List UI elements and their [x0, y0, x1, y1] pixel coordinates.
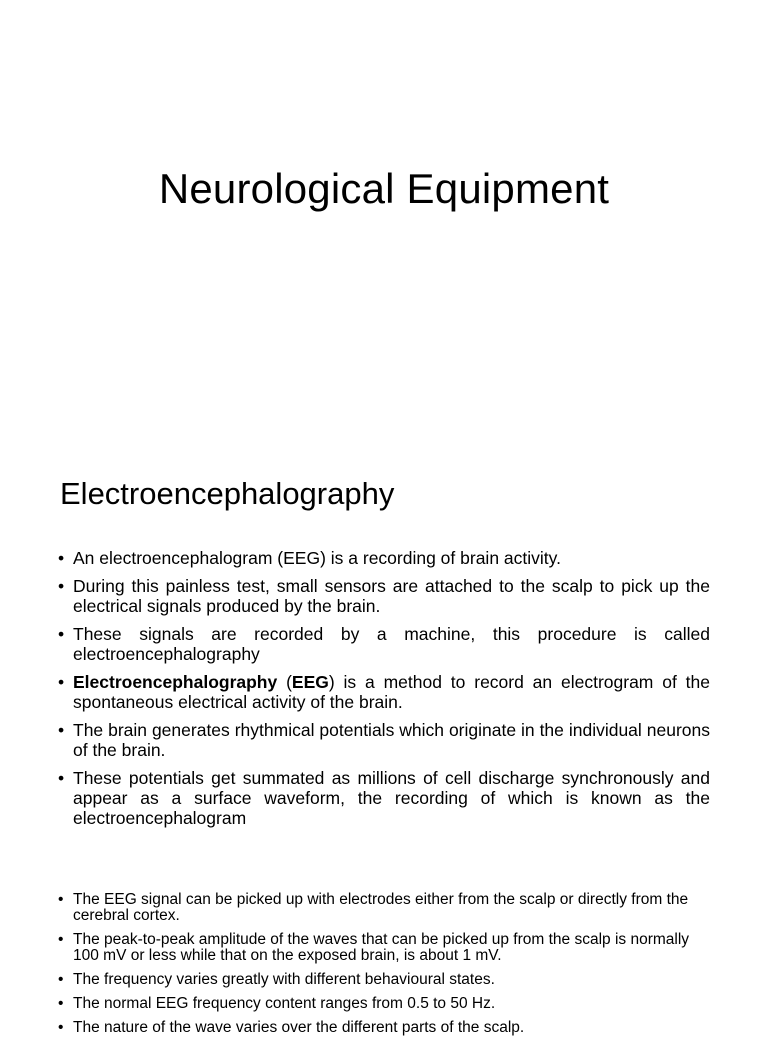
bullet-dot-icon: • — [58, 971, 64, 988]
bullet-text: The normal EEG frequency content ranges from 0.5 to 50 Hz. — [73, 995, 496, 1012]
bullet-dot-icon: • — [58, 1019, 64, 1036]
bullet-list — [58, 548, 710, 836]
bullet-item — [58, 576, 710, 616]
bullet-text: The brain generates rhythmical potentials which originate in the individual neurons of the brain. — [73, 720, 710, 760]
bullet-text: The nature of the wave varies over the different parts of the scalp. — [73, 1019, 525, 1036]
bullet-item — [58, 720, 710, 760]
bullet-item — [58, 624, 710, 664]
bullet-dot-icon: • — [58, 891, 64, 908]
bullet-item — [58, 972, 710, 988]
bullet-text: During this painless test, small sensors are attached to the scalp to pick up the electrical signals produced by the brain. — [73, 576, 710, 616]
bullet-list — [58, 892, 710, 1044]
bullet-dot-icon: • — [58, 576, 65, 596]
bullet-text: The EEG signal can be picked up with electrodes either from the scalp or directly from the cerebral cortex. — [73, 891, 689, 924]
bullet-text: An electroencephalogram (EEG) is a recording of brain activity. — [73, 548, 561, 568]
bullet-dot-icon: • — [58, 548, 65, 568]
bullet-dot-icon: • — [58, 720, 65, 740]
bullet-item — [58, 672, 710, 712]
bullet-bold-abbrev: EEG — [291, 672, 329, 692]
slide-heading: Electroencephalography — [60, 476, 395, 511]
bullet-item — [58, 1020, 710, 1036]
bullet-dot-icon: • — [58, 624, 65, 644]
bullet-dot-icon: • — [58, 768, 65, 788]
slide-title: Neurological Equipment — [158, 165, 610, 212]
bullet-dot-icon: • — [58, 995, 64, 1012]
bullet-text: These signals are recorded by a machine, this procedure is called electroencephalography — [73, 624, 710, 664]
bullet-dot-icon: • — [58, 672, 65, 692]
title-slide — [0, 0, 768, 432]
content-slide-eeg — [0, 432, 768, 862]
bullet-bold-term: Electroencephalography — [73, 672, 278, 692]
bullet-item — [58, 768, 710, 828]
bullet-item — [58, 892, 710, 924]
bullet-item — [58, 548, 710, 568]
bullet-text: These potentials get summated as millions of cell discharge synchronously and appear as a surface waveform, the recording of which is known as the electroencephalogram — [73, 768, 710, 828]
bullet-text: ( — [277, 672, 292, 692]
bullet-item — [58, 996, 710, 1012]
content-slide-eeg-details — [0, 862, 768, 1036]
bullet-item — [58, 932, 710, 964]
bullet-dot-icon: • — [58, 931, 64, 948]
bullet-text: The frequency varies greatly with different behavioural states. — [73, 971, 495, 988]
bullet-text: The peak-to-peak amplitude of the waves that can be picked up from the scalp is normally 100 mV or less while that on the exposed brain, is about 1 mV. — [73, 931, 690, 964]
bullet-text: ) is a method to record an electrogram of the spontaneous electrical activity of the brain. — [73, 672, 710, 712]
